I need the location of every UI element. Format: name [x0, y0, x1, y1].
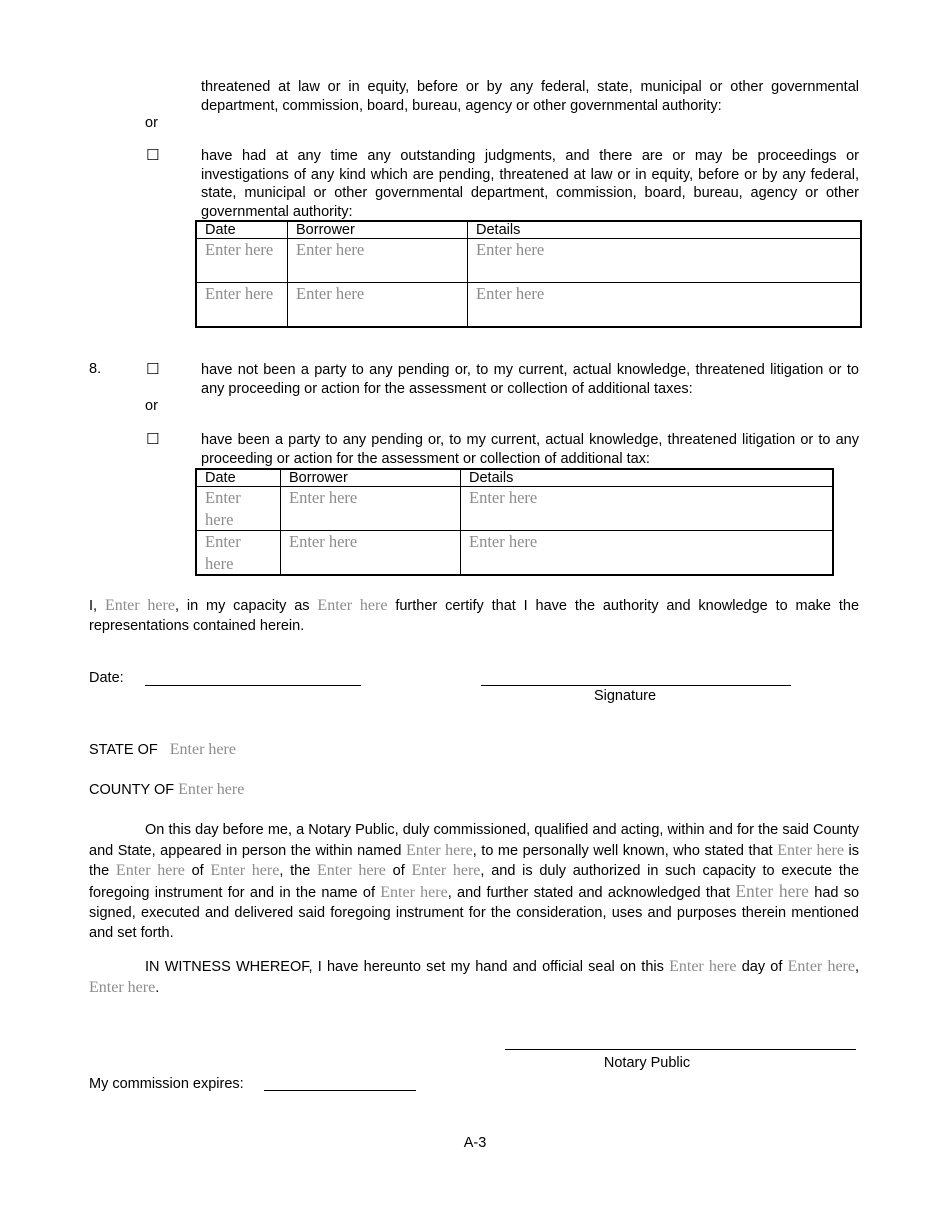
details-input[interactable]: Enter here — [468, 283, 862, 328]
date-input[interactable]: Enter here — [196, 239, 288, 283]
year-input[interactable]: Enter here — [89, 978, 156, 996]
section7-continuation-text: threatened at law or in equity, before or by any federal, state, municipal or other governmental department, commission, board, bureau, agency or other governmental authority: — [201, 79, 859, 114]
organization-input[interactable]: Enter here — [411, 862, 481, 880]
cert-text-3: further certify that I have the authority and knowledge to make the representations contained herein. — [89, 598, 860, 634]
table-row — [196, 531, 833, 576]
cert-text-2: , in my capacity as — [174, 598, 310, 614]
county-label: COUNTY OF — [89, 782, 175, 798]
table-header-borrower: Borrower — [288, 221, 468, 239]
section8-option-b-checkbox[interactable]: ☐ — [146, 430, 160, 448]
date-input[interactable]: Enter here — [196, 487, 281, 531]
date-label: Date: — [89, 670, 124, 686]
ack-text: of — [392, 863, 405, 880]
entity-input[interactable]: Enter here — [210, 862, 280, 880]
details-input[interactable]: Enter here — [461, 531, 834, 576]
borrower-input[interactable]: Enter here — [281, 487, 461, 531]
section7-option-b-checkbox[interactable]: ☐ — [146, 146, 160, 164]
ack-text: , the — [279, 863, 311, 880]
table-header-borrower: Borrower — [281, 469, 461, 487]
county-input[interactable]: Enter here — [178, 781, 245, 798]
table-header-details: Details — [468, 221, 862, 239]
table-header-details: Details — [461, 469, 834, 487]
date-input[interactable]: Enter here — [196, 531, 281, 576]
table-header-row — [196, 469, 833, 487]
details-input[interactable]: Enter here — [461, 487, 834, 531]
witness-text: . — [155, 979, 160, 996]
section8-option-a-text: have not been a party to any pending or, to my current, actual knowledge, threatened litigation or to any proceeding or action for the assessment or collection of additional taxes: — [201, 362, 859, 397]
title-input[interactable]: Enter here — [115, 862, 185, 880]
county-line — [89, 781, 244, 799]
section8-option-a-checkbox[interactable]: ☐ — [146, 360, 160, 378]
state-line — [89, 741, 236, 759]
section8-number: 8. — [89, 361, 102, 377]
month-input[interactable]: Enter here — [787, 958, 855, 975]
page-number: A-3 — [463, 1135, 487, 1151]
table-header-date: Date — [196, 469, 281, 487]
signature-label: Signature — [593, 688, 657, 704]
ack-text: , and is duly authorized in such capacity to execute the foregoing instrument for and in the name of — [89, 863, 860, 902]
ack-text: is the — [89, 842, 860, 880]
section8-litigation-table — [195, 468, 834, 576]
table-row — [196, 283, 861, 328]
cert-text-1: I, — [89, 598, 98, 614]
section7-option-b-text: have had at any time any outstanding judgments, and there are or may be proceedings or investigations of any kind which are pending, threatened at law or in equity, before or by any federal, state, municipal or other governmental department, commission, board, bureau, agency or other governmental authority: — [201, 148, 859, 220]
acknowledgment-paragraph — [89, 821, 859, 943]
borrower-input[interactable]: Enter here — [288, 283, 468, 328]
date-input[interactable]: Enter here — [196, 283, 288, 328]
section8-option-b-text: have been a party to any pending or, to my current, actual knowledge, threatened litigation or to any proceeding or action for the assessment or collection of additional tax: — [201, 432, 859, 467]
borrower-input[interactable]: Enter here — [281, 531, 461, 576]
section8-or-label: or — [145, 398, 158, 414]
witness-text: IN WITNESS WHEREOF, I have hereunto set my hand and official seal on this — [145, 959, 664, 975]
certifier-capacity-input[interactable]: Enter here — [317, 597, 388, 614]
notary-signature-line[interactable] — [505, 1049, 856, 1050]
date-line[interactable] — [145, 685, 361, 686]
signature-line[interactable] — [481, 685, 791, 686]
witness-text: , — [854, 959, 860, 975]
details-input[interactable]: Enter here — [468, 239, 862, 283]
ack-text: , to me personally well known, who stated that — [472, 842, 773, 859]
state-input[interactable]: Enter here — [169, 741, 236, 758]
ack-text: had so signed, executed and delivered said foregoing instrument for the consideration, uses and purposes therein mentioned and set forth. — [89, 885, 860, 941]
commission-expires-label: My commission expires: — [89, 1076, 244, 1092]
day-input[interactable]: Enter here — [669, 958, 737, 975]
certification-paragraph — [89, 596, 859, 636]
certifier-name-input[interactable]: Enter here — [104, 597, 175, 614]
ack-text: , and further stated and acknowledged that — [447, 885, 731, 902]
table-header-row — [196, 221, 861, 239]
state-label: STATE OF — [89, 742, 158, 758]
table-row — [196, 487, 833, 531]
notary-public-label: Notary Public — [603, 1055, 691, 1071]
ack-text: of — [191, 863, 204, 880]
role-input[interactable]: Enter here — [317, 862, 386, 880]
section7-or-label: or — [145, 115, 158, 131]
table-row — [196, 239, 861, 283]
borrower-input[interactable]: Enter here — [288, 239, 468, 283]
table-header-date: Date — [196, 221, 288, 239]
appearer-name-input[interactable]: Enter here — [405, 841, 473, 859]
witness-paragraph — [89, 957, 859, 998]
ack-text: On this day before me, a Notary Public, duly commissioned, qualified and acting, within and for the said County and State, appeared in person the within named — [89, 822, 859, 859]
person-input[interactable]: Enter here — [777, 841, 844, 859]
signer-input[interactable]: Enter here — [735, 881, 809, 902]
section7-judgments-table — [195, 220, 862, 328]
company-name-input[interactable]: Enter here — [380, 884, 448, 902]
commission-expires-line[interactable] — [264, 1090, 416, 1091]
witness-text: day of — [741, 959, 783, 975]
